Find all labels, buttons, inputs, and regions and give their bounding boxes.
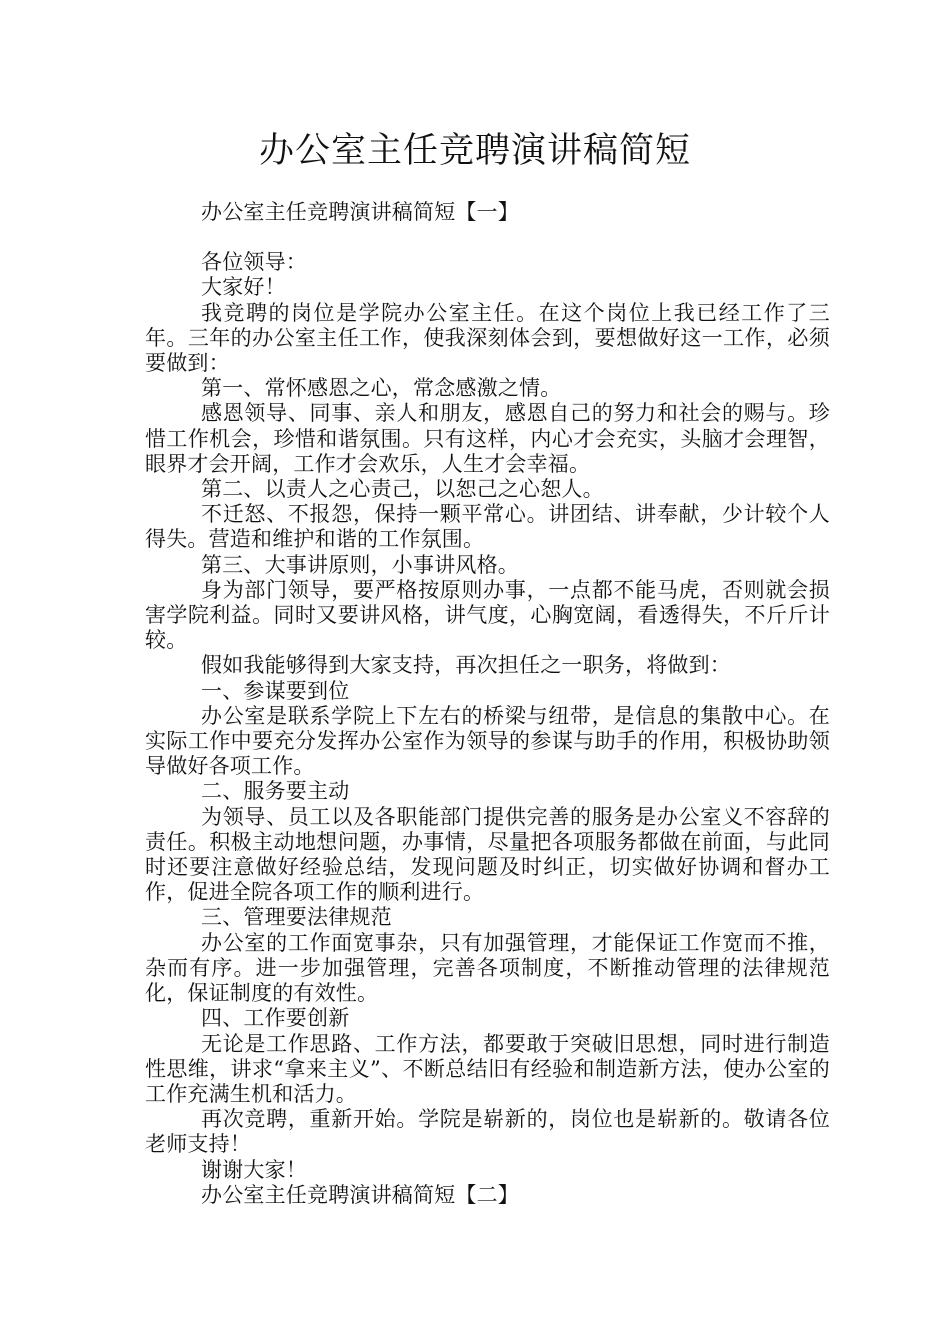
subheading: 第三、大事讲原则，小事讲风格。 xyxy=(201,552,519,577)
greeting: 大家好！ xyxy=(201,275,286,300)
subheading: 一、参谋要到位 xyxy=(201,678,350,703)
paragraph: 办公室的工作面宽事杂，只有加强管理，才能保证工作宽而不推，杂而有序。进一步加强管理，完善各项制度，不断推动管理的法律规范化，保证制度的有效性。 xyxy=(145,930,830,1006)
paragraph: 假如我能够得到大家支持，再次担任之一职务，将做到： xyxy=(201,653,731,678)
document-body xyxy=(145,200,830,1208)
subheading: 第一、常怀感恩之心，常念感激之情。 xyxy=(201,376,562,401)
closing: 谢谢大家！ xyxy=(201,1157,307,1182)
salutation: 各位领导： xyxy=(201,250,307,275)
paragraph: 感恩领导、同事、亲人和朋友，感恩自己的努力和社会的赐与。珍惜工作机会，珍惜和谐氛围。只有这样，内心才会充实，头脑才会理智，眼界才会开阔，工作才会欢乐，人生才会幸福。 xyxy=(145,401,830,476)
document-title: 办公室主任竞聘演讲稿简短 xyxy=(258,131,691,171)
subheading: 四、工作要创新 xyxy=(201,1006,350,1031)
paragraph: 不迁怒、不报怨，保持一颗平常心。讲团结、讲奉献，少计较个人得失。营造和维护和谐的工作氛围。 xyxy=(145,502,830,552)
subheading: 第二、以责人之心责己，以恕己之心恕人。 xyxy=(201,477,604,502)
paragraph: 我竞聘的岗位是学院办公室主任。在这个岗位上我已经工作了三年。三年的办公室主任工作，使我深刻体会到，要想做好这一工作，必须要做到： xyxy=(145,300,830,376)
paragraph: 无论是工作思路、工作方法，都要敢于突破旧思想，同时进行制造性思维，讲求“拿来主义”、不断总结旧有经验和制造新方法，使办公室的工作充满生机和活力。 xyxy=(145,1031,830,1106)
paragraph: 身为部门领导，要严格按原则办事，一点都不能马虎，否则就会损害学院利益。同时又要讲风格，讲气度，心胸宽阔，看透得失，不斤斤计较。 xyxy=(145,577,830,653)
paragraph: 办公室是联系学院上下左右的桥梁与纽带，是信息的集散中心。在实际工作中要充分发挥办公室作为领导的参谋与助手的作用，积极协助领导做好各项工作。 xyxy=(145,703,830,779)
section-heading-2: 办公室主任竞聘演讲稿简短【二】 xyxy=(201,1182,519,1207)
subheading: 三、管理要法律规范 xyxy=(201,905,392,930)
section-heading-1: 办公室主任竞聘演讲稿简短【一】 xyxy=(201,200,519,224)
subheading: 二、服务要主动 xyxy=(201,779,350,804)
paragraph: 为领导、员工以及各职能部门提供完善的服务是办公室义不容辞的责任。积极主动地想问题，办事情，尽量把各项服务都做在前面，与此同时还要注意做好经验总结，发现问题及时纠正，切实做好协调和督办工作，促进全院各项工作的顺利进行。 xyxy=(145,804,830,905)
paragraph: 再次竞聘，重新开始。学院是崭新的，岗位也是崭新的。敬请各位老师支持！ xyxy=(145,1107,830,1157)
